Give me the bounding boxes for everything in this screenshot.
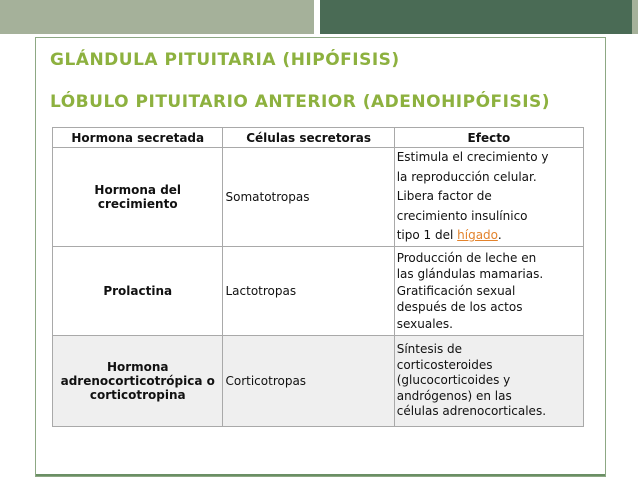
higado-link[interactable]: hígado — [457, 228, 498, 243]
hormone-line: crecimiento — [97, 197, 178, 211]
effect-line: células adrenocorticales. — [396, 404, 547, 419]
effect-line: Libera factor de — [396, 189, 492, 204]
top-bar-right — [632, 0, 638, 34]
effect-line: crecimiento insulínico — [396, 208, 528, 223]
effect-line: Gratificación sexual — [396, 283, 516, 298]
effect-line: las glándulas mamarias. — [396, 267, 544, 282]
effect-line: corticosteroides — [396, 357, 493, 372]
effect-line-last — [397, 226, 581, 246]
effect-line: la reproducción celular. — [396, 169, 537, 184]
effect-line: (glucocorticoides y — [396, 373, 511, 388]
effect-cell — [394, 247, 583, 336]
table-row — [53, 148, 584, 247]
header-hormone: Hormona secretada — [53, 128, 223, 148]
table-row — [53, 247, 584, 336]
effect-cell — [394, 336, 583, 427]
hormone-cell — [53, 148, 223, 247]
hormone-cell — [53, 247, 223, 336]
hormone-line: adrenocorticotrópica o — [60, 374, 215, 388]
slide-title: GLÁNDULA PITUITARIA (HIPÓFISIS) — [50, 50, 400, 70]
top-bar-middle — [320, 0, 634, 34]
effect-text: . — [497, 228, 502, 243]
effect-line: Síntesis de — [396, 342, 463, 357]
effect-line: Estimula el crecimiento y — [396, 150, 549, 165]
hormone-table — [52, 127, 584, 427]
cells-cell: Corticotropas — [223, 336, 394, 427]
slide-subtitle: LÓBULO PITUITARIO ANTERIOR (ADENOHIPÓFISIS) — [50, 92, 551, 112]
effect-cell — [394, 148, 583, 247]
effect-line: sexuales. — [396, 316, 453, 331]
hormone-line: Prolactina — [103, 284, 173, 298]
cells-cell: Lactotropas — [223, 247, 394, 336]
hormone-cell — [53, 336, 223, 427]
top-bar-left — [0, 0, 314, 34]
header-cells: Células secretoras — [223, 128, 394, 148]
effect-line: Producción de leche en — [396, 250, 537, 265]
hormone-line: Hormona del — [94, 183, 182, 197]
header-effect: Efecto — [394, 128, 583, 148]
hormone-line: corticotropina — [89, 388, 186, 402]
effect-line: andrógenos) en las — [396, 388, 512, 403]
hormone-line: Hormona — [106, 360, 169, 374]
table-header-row — [53, 128, 584, 148]
cells-cell: Somatotropas — [223, 148, 394, 247]
table-row — [53, 336, 584, 427]
effect-line: después de los actos — [396, 300, 523, 315]
effect-text: tipo 1 del — [396, 228, 458, 243]
